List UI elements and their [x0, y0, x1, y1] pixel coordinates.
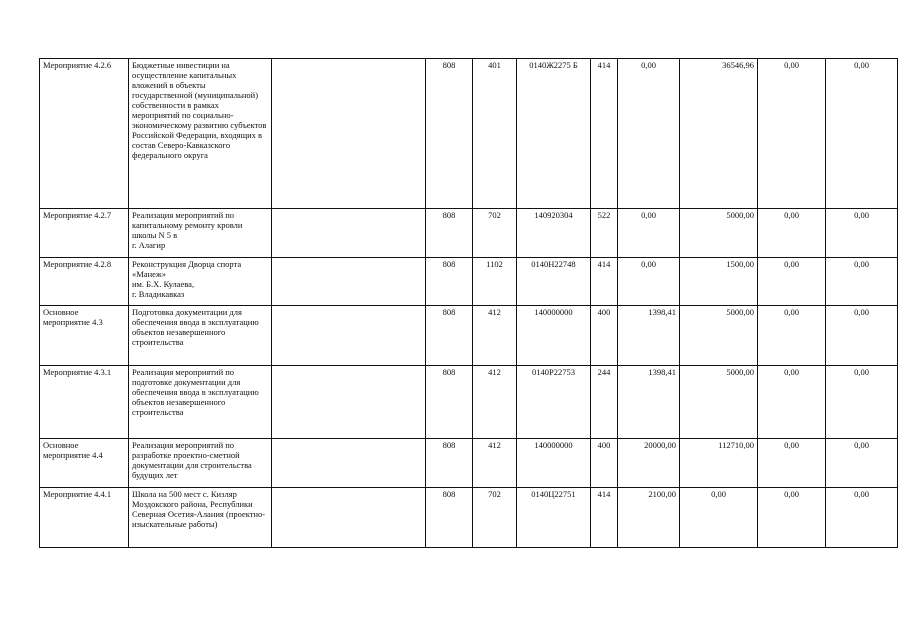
amount-cell: 0,00 [826, 209, 898, 258]
amount-cell: 0,00 [680, 488, 758, 548]
event-code-cell: Основное мероприятие 4.3 [40, 306, 129, 366]
table-row [40, 439, 898, 488]
event-name-cell: Бюджетные инвестиции на осуществление капитальных вложений в объекты государственной (муниципальной) собственности в рамках мероприятий по социально-экономическому развитию субъектов Российской Федерации, входящих в состав Северо-Кавказского федерального округа [129, 59, 272, 209]
vr-cell: 522 [591, 209, 618, 258]
table-row [40, 366, 898, 439]
event-name-cell: Школа на 500 мест с. Кизляр Моздокского района, Республики Северная Осетия-Алания (проектно-изыскательные работы) [129, 488, 272, 548]
executor-cell [272, 306, 426, 366]
amount-cell: 5000,00 [680, 306, 758, 366]
vr-cell: 244 [591, 366, 618, 439]
vr-cell: 414 [591, 488, 618, 548]
budget-table-body [40, 59, 898, 548]
amount-cell: 0,00 [618, 59, 680, 209]
executor-cell [272, 59, 426, 209]
amount-cell: 1500,00 [680, 258, 758, 306]
amount-cell: 0,00 [826, 258, 898, 306]
csr-cell: 0140Ц22751 [517, 488, 591, 548]
amount-cell: 1398,41 [618, 306, 680, 366]
event-code-cell: Мероприятие 4.2.8 [40, 258, 129, 306]
amount-cell: 0,00 [758, 209, 826, 258]
csr-cell: 140920304 [517, 209, 591, 258]
amount-cell: 0,00 [618, 258, 680, 306]
csr-cell: 0140Р22753 [517, 366, 591, 439]
grbs-cell: 808 [426, 488, 473, 548]
amount-cell: 0,00 [758, 366, 826, 439]
amount-cell: 5000,00 [680, 209, 758, 258]
event-code-cell: Мероприятие 4.2.6 [40, 59, 129, 209]
amount-cell: 5000,00 [680, 366, 758, 439]
grbs-cell: 808 [426, 439, 473, 488]
amount-cell: 0,00 [826, 59, 898, 209]
vr-cell: 414 [591, 59, 618, 209]
amount-cell: 0,00 [758, 258, 826, 306]
amount-cell: 0,00 [758, 439, 826, 488]
grbs-cell: 808 [426, 366, 473, 439]
rzpr-cell: 702 [473, 488, 517, 548]
rzpr-cell: 412 [473, 306, 517, 366]
csr-cell: 0140Н22748 [517, 258, 591, 306]
amount-cell: 0,00 [826, 306, 898, 366]
csr-cell: 140000000 [517, 306, 591, 366]
event-name-cell: Реализация мероприятий по разработке проектно-сметной документации для строительства будущих лет [129, 439, 272, 488]
vr-cell: 414 [591, 258, 618, 306]
event-code-cell: Мероприятие 4.3.1 [40, 366, 129, 439]
table-row [40, 209, 898, 258]
table-row [40, 258, 898, 306]
budget-table [39, 58, 898, 548]
amount-cell: 0,00 [826, 439, 898, 488]
amount-cell: 0,00 [826, 366, 898, 439]
event-code-cell: Мероприятие 4.2.7 [40, 209, 129, 258]
vr-cell: 400 [591, 306, 618, 366]
amount-cell: 36546,96 [680, 59, 758, 209]
vr-cell: 400 [591, 439, 618, 488]
event-name-cell: Реконструкция Дворца спорта «Манеж» им. Б.Х. Кулаева, г. Владикавказ [129, 258, 272, 306]
amount-cell: 0,00 [758, 488, 826, 548]
executor-cell [272, 209, 426, 258]
executor-cell [272, 488, 426, 548]
executor-cell [272, 366, 426, 439]
executor-cell [272, 439, 426, 488]
event-name-cell: Подготовка документации для обеспечения ввода в эксплуатацию объектов незавершенного строительства [129, 306, 272, 366]
event-code-cell: Мероприятие 4.4.1 [40, 488, 129, 548]
csr-cell: 140000000 [517, 439, 591, 488]
grbs-cell: 808 [426, 258, 473, 306]
amount-cell: 112710,00 [680, 439, 758, 488]
amount-cell: 0,00 [758, 306, 826, 366]
rzpr-cell: 412 [473, 366, 517, 439]
event-name-cell: Реализация мероприятий по капитальному ремонту кровли школы N 5 в г. Алагир [129, 209, 272, 258]
rzpr-cell: 1102 [473, 258, 517, 306]
amount-cell: 0,00 [758, 59, 826, 209]
rzpr-cell: 702 [473, 209, 517, 258]
grbs-cell: 808 [426, 209, 473, 258]
event-name-cell: Реализация мероприятий по подготовке документации для обеспечения ввода в эксплуатацию объектов незавершенного строительства [129, 366, 272, 439]
amount-cell: 2100,00 [618, 488, 680, 548]
rzpr-cell: 401 [473, 59, 517, 209]
amount-cell: 0,00 [826, 488, 898, 548]
grbs-cell: 808 [426, 59, 473, 209]
table-row [40, 306, 898, 366]
table-row [40, 488, 898, 548]
amount-cell: 20000,00 [618, 439, 680, 488]
executor-cell [272, 258, 426, 306]
event-code-cell: Основное мероприятие 4.4 [40, 439, 129, 488]
amount-cell: 1398,41 [618, 366, 680, 439]
table-row [40, 59, 898, 209]
csr-cell: 0140Ж2275 Б [517, 59, 591, 209]
rzpr-cell: 412 [473, 439, 517, 488]
amount-cell: 0,00 [618, 209, 680, 258]
grbs-cell: 808 [426, 306, 473, 366]
